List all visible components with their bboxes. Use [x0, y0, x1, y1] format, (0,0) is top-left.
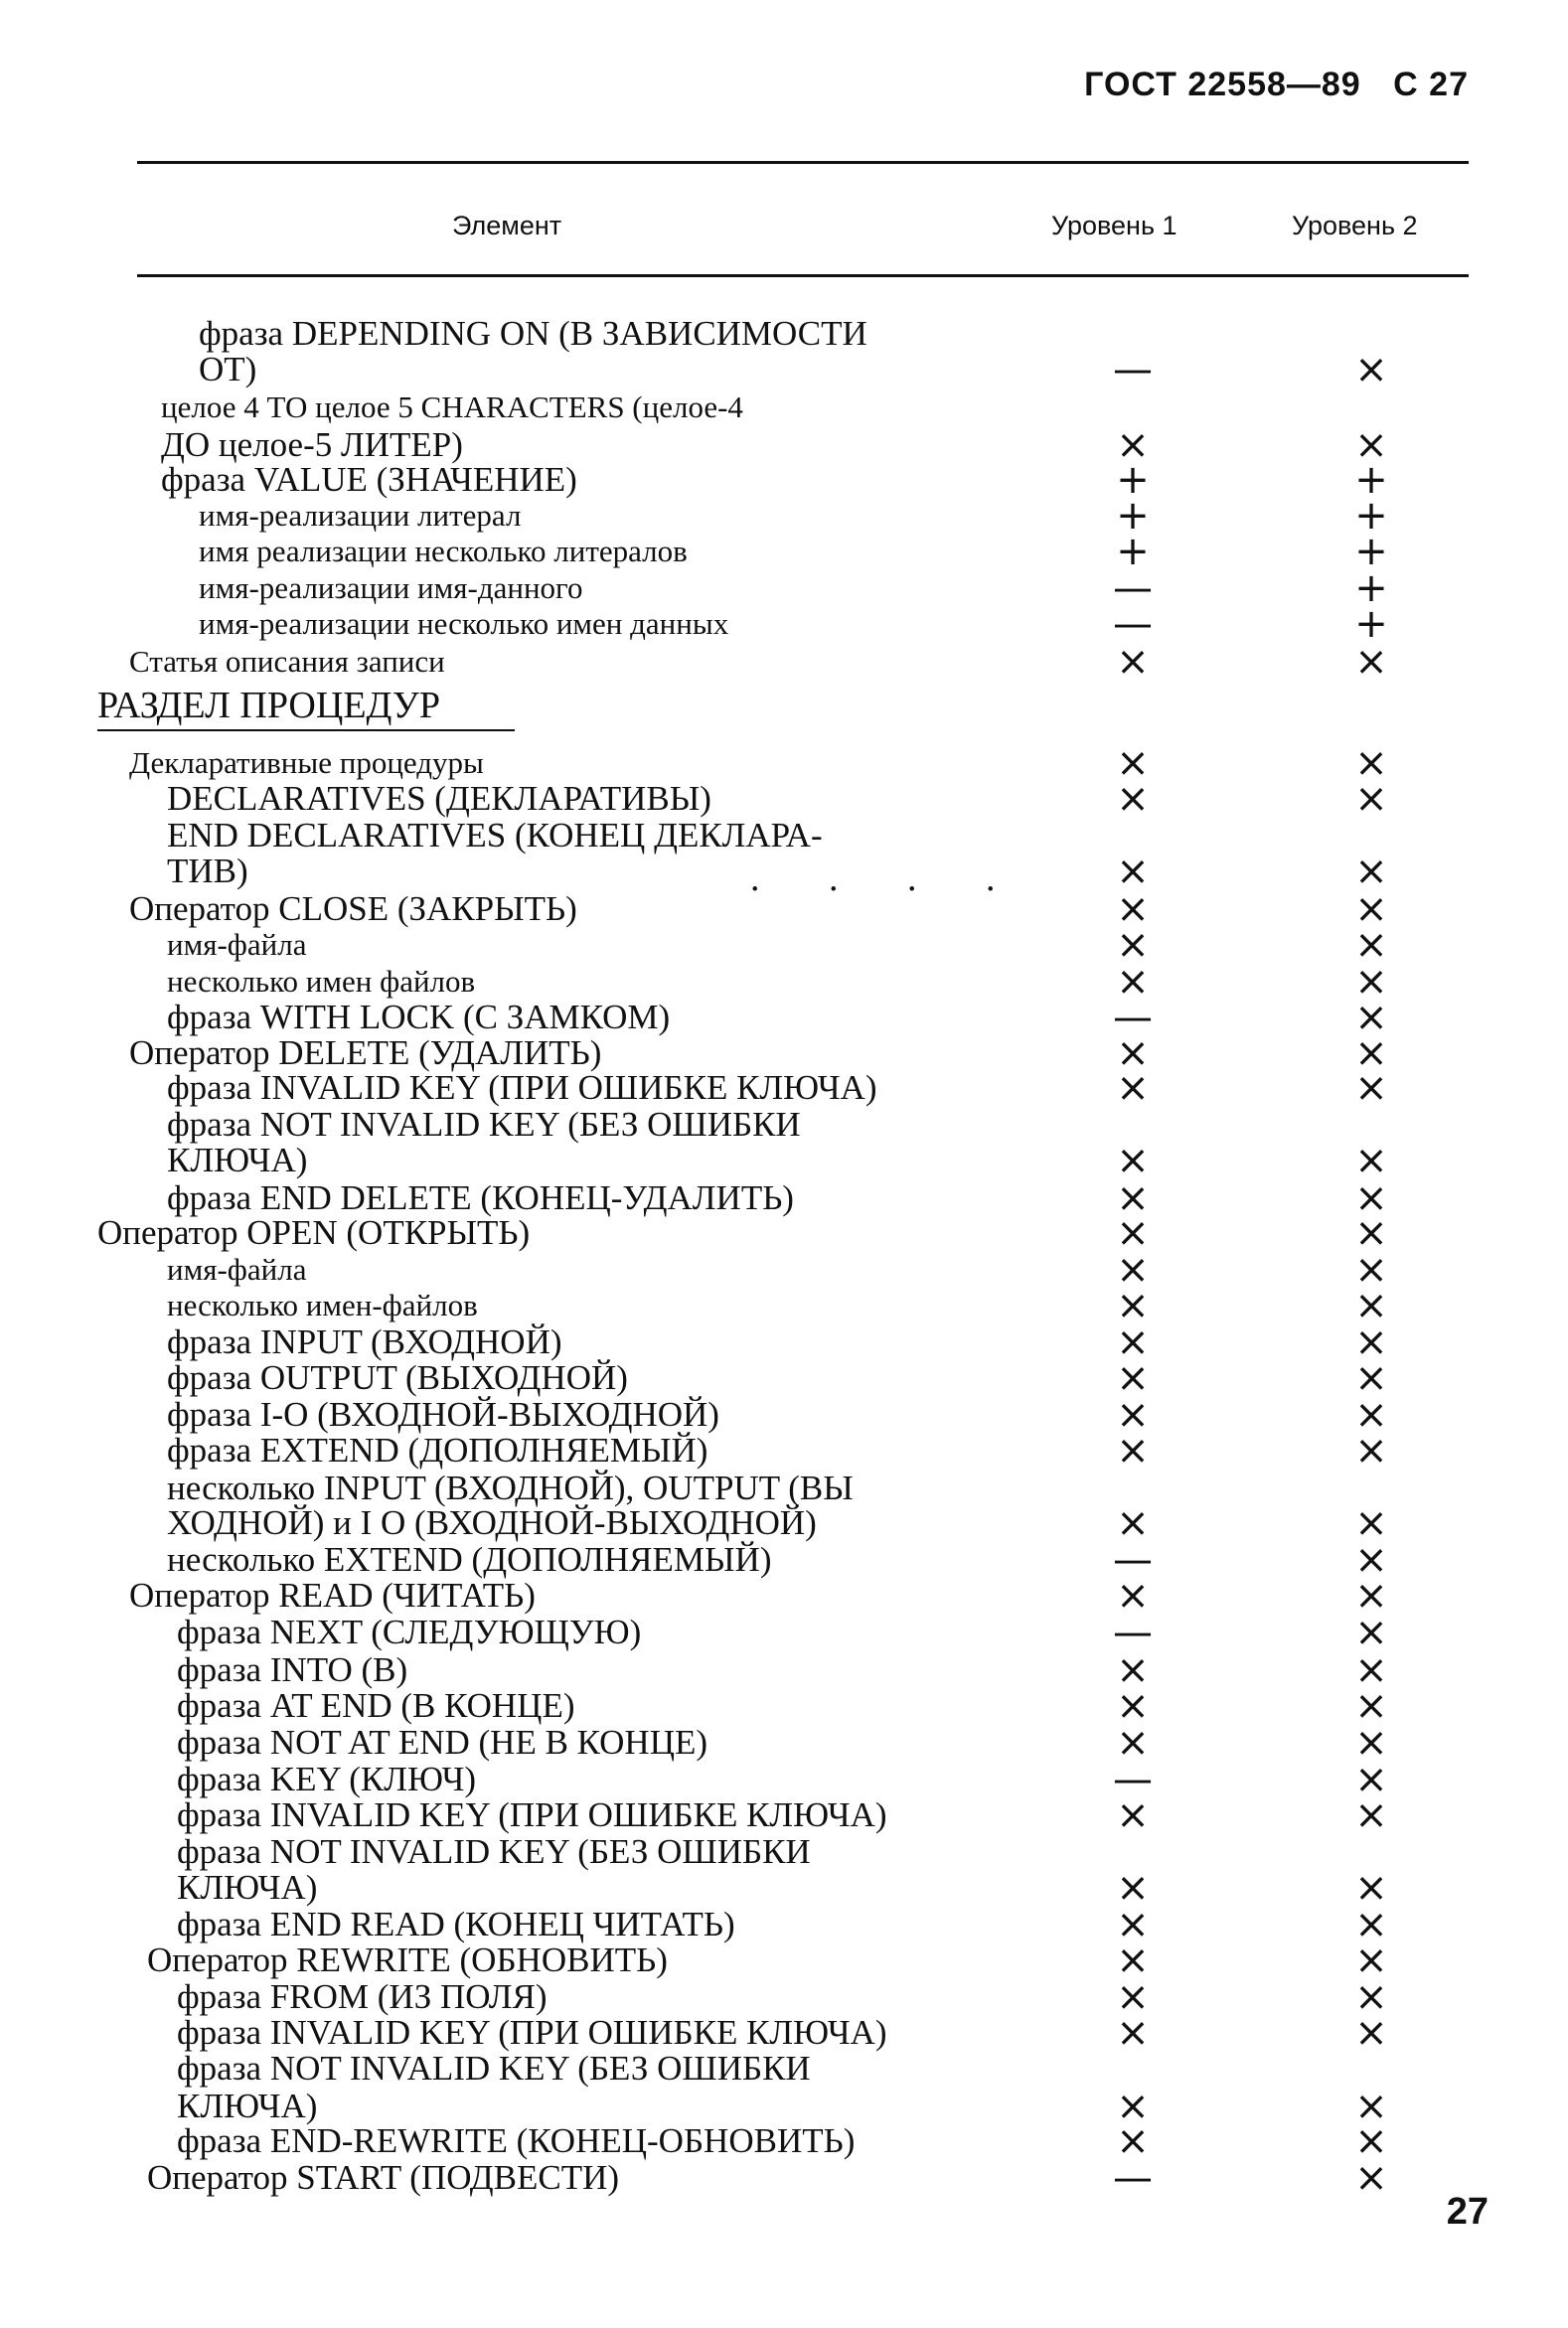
- level1-mark: ×: [1116, 1573, 1150, 1619]
- section-title: РАЗДЕЛ ПРОЦЕДУР: [97, 686, 515, 731]
- element-text: фраза FROM (ИЗ ПОЛЯ): [177, 1977, 548, 2016]
- table-row: [0, 1683, 1568, 1729]
- level2-mark: ×: [1354, 1428, 1388, 1474]
- table-row: [0, 1902, 1568, 1947]
- level1-mark: ×: [1116, 1392, 1150, 1438]
- element-text: фраза END DELETE (КОНЕЦ-УДАЛИТЬ): [167, 1178, 794, 1217]
- level1-mark: ×: [1116, 1792, 1150, 1838]
- header-page-label: С 27: [1393, 66, 1469, 103]
- element-text: имя реализации несколько литералов: [199, 534, 688, 568]
- level1-mark: —: [1113, 995, 1153, 1040]
- table-row: [0, 565, 1568, 611]
- element-text: Оператор CLOSE (ЗАКРЫТЬ): [129, 889, 577, 928]
- element-text: имя-реализации имя-данного: [199, 570, 583, 605]
- page-header: [1062, 66, 1469, 104]
- element-text: Оператор REWRITE (ОБНОВИТЬ): [147, 1940, 668, 1979]
- column-header-element: Элемент: [452, 211, 562, 240]
- level2-mark: ×: [1354, 1610, 1388, 1655]
- table-row: [0, 1065, 1568, 1111]
- table-row: [0, 1720, 1568, 1766]
- level1-mark: ×: [1116, 639, 1150, 685]
- table-row: [0, 1210, 1568, 1256]
- element-text: фраза OUTPUT (ВЫХОДНОЙ): [167, 1358, 628, 1397]
- level1-mark: ×: [1116, 1030, 1150, 1076]
- table-row: [0, 1757, 1568, 1802]
- element-text: фраза INTO (В): [177, 1650, 408, 1689]
- element-text: фраза NOT INVALID KEY (БЕЗ ОШИБКИ: [177, 2049, 811, 2088]
- level2-mark: ×: [1354, 1938, 1388, 1983]
- table-row: [0, 457, 1568, 503]
- level2-mark: ×: [1354, 740, 1388, 786]
- table-row: [0, 529, 1568, 574]
- table-row: [0, 1247, 1568, 1293]
- level1-mark: ×: [1116, 1319, 1150, 1365]
- level2-mark: ×: [1354, 1175, 1388, 1221]
- table-row: [0, 959, 1568, 1005]
- level1-mark: —: [1113, 1610, 1153, 1655]
- table-row: [0, 347, 1568, 392]
- element-text: фраза VALUE (ЗНАЧЕНИЕ): [161, 460, 577, 499]
- level2-mark: ×: [1354, 1500, 1388, 1546]
- table-row: [0, 1355, 1568, 1401]
- table-row: [0, 422, 1568, 468]
- level2-mark: ×: [1354, 347, 1388, 392]
- level2-mark: ×: [1354, 2155, 1388, 2201]
- top-rule: [137, 161, 1469, 164]
- level2-mark: ×: [1354, 1757, 1388, 1802]
- level1-mark: ×: [1116, 1283, 1150, 1328]
- element-text: фраза END READ (КОНЕЦ ЧИТАТЬ): [177, 1905, 735, 1943]
- level2-mark: ×: [1354, 2010, 1388, 2056]
- element-text: Оператор DELETE (УДАЛИТЬ): [129, 1033, 602, 1072]
- level1-mark: ×: [1116, 1974, 1150, 2020]
- table-row: [0, 2084, 1568, 2129]
- element-text: Оператор READ (ЧИТАТЬ): [129, 1576, 536, 1615]
- level2-mark: ×: [1354, 422, 1388, 468]
- element-text: фраза KEY (КЛЮЧ): [177, 1760, 476, 1798]
- table-row: [0, 316, 1568, 352]
- table-row: [0, 493, 1568, 539]
- element-text: КЛЮЧА): [177, 2087, 318, 2125]
- element-text: DECLARATIVES (ДЕКЛАРАТИВЫ): [167, 779, 711, 818]
- table-row: [0, 1573, 1568, 1619]
- level1-mark: ×: [1116, 740, 1150, 786]
- table-row: [0, 1610, 1568, 1655]
- level2-mark: ×: [1354, 1792, 1388, 1838]
- element-text: несколько EXTEND (ДОПОЛНЯЕМЫЙ): [167, 1540, 772, 1579]
- element-text: несколько имен файлов: [167, 964, 476, 999]
- element-text: фраза I-O (ВХОДНОЙ-ВЫХОДНОЙ): [167, 1395, 719, 1434]
- level1-mark: ×: [1116, 1683, 1150, 1729]
- table-row: [0, 1792, 1568, 1838]
- element-text: END DECLARATIVES (КОНЕЦ ДЕКЛАРА-: [167, 816, 823, 854]
- table-row: [0, 740, 1568, 786]
- table-row: [0, 2118, 1568, 2164]
- table-row: [0, 601, 1568, 647]
- level1-mark: ×: [1116, 1210, 1150, 1256]
- level1-mark: —: [1113, 347, 1153, 392]
- level2-mark: ×: [1354, 1537, 1388, 1583]
- table-row: [0, 639, 1568, 685]
- level1-mark: ×: [1116, 1865, 1150, 1911]
- element-text: фраза INVALID KEY (ПРИ ОШИБКЕ КЛЮЧА): [177, 1795, 887, 1834]
- level2-mark: ×: [1354, 1902, 1388, 1947]
- level2-mark: ×: [1354, 2118, 1388, 2164]
- element-text: фраза EXTEND (ДОПОЛНЯЕМЫЙ): [167, 1431, 708, 1470]
- level2-mark: ×: [1354, 1974, 1388, 2020]
- level2-mark: +: [1354, 457, 1388, 503]
- level2-mark: +: [1354, 565, 1388, 611]
- table-row: [0, 1834, 1568, 1870]
- element-text: фраза WITH LOCK (С ЗАМКОМ): [167, 998, 671, 1036]
- column-header-level1: Уровень 1: [1051, 211, 1177, 240]
- element-text: целое 4 ТО целое 5 CHARACTERS (целое-4: [161, 389, 743, 424]
- table-row: [0, 1392, 1568, 1438]
- table-row: [0, 922, 1568, 968]
- level1-mark: ×: [1116, 1355, 1150, 1401]
- table-row: [0, 1107, 1568, 1143]
- level2-mark: ×: [1354, 849, 1388, 894]
- table-row: [0, 1647, 1568, 1693]
- table-row: [0, 1283, 1568, 1328]
- level2-mark: ×: [1354, 776, 1388, 822]
- level1-mark: ×: [1116, 776, 1150, 822]
- level1-mark: ×: [1116, 1647, 1150, 1693]
- level2-mark: ×: [1354, 995, 1388, 1040]
- standard-code: ГОСТ 22558—89: [1084, 66, 1361, 103]
- element-text: имя-файла: [167, 1252, 307, 1287]
- level2-mark: +: [1354, 493, 1388, 539]
- level1-mark: +: [1116, 457, 1150, 503]
- level2-mark: ×: [1354, 1138, 1388, 1183]
- element-text: Оператор START (ПОДВЕСТИ): [147, 2158, 620, 2197]
- element-text: фраза INVALID KEY (ПРИ ОШИБКЕ КЛЮЧА): [167, 1068, 877, 1107]
- element-text: ТИВ): [167, 852, 248, 890]
- level1-mark: —: [1113, 1537, 1153, 1583]
- table-row: [0, 1500, 1568, 1546]
- level1-mark: —: [1113, 601, 1153, 647]
- level1-mark: ×: [1116, 1065, 1150, 1111]
- table-row: [0, 1865, 1568, 1911]
- level1-mark: —: [1113, 2155, 1153, 2201]
- table-row: [0, 1471, 1568, 1506]
- level1-mark: —: [1113, 565, 1153, 611]
- header-bottom-rule: [137, 274, 1469, 277]
- level2-mark: ×: [1354, 1392, 1388, 1438]
- level1-mark: ×: [1116, 1938, 1150, 1983]
- table-row: [0, 1537, 1568, 1583]
- element-text: Статья описания записи: [129, 644, 445, 679]
- level2-mark: ×: [1354, 1355, 1388, 1401]
- element-text: ДО целое-5 ЛИТЕР): [161, 425, 463, 464]
- page-number: 27: [1446, 2191, 1489, 2233]
- level2-mark: ×: [1354, 1247, 1388, 1293]
- table-row: [0, 1428, 1568, 1474]
- level1-mark: ×: [1116, 1902, 1150, 1947]
- level1-mark: ×: [1116, 2010, 1150, 2056]
- element-text: Оператор OPEN (ОТКРЫТЬ): [97, 1213, 531, 1252]
- element-text: фраза NOT INVALID KEY (БЕЗ ОШИБКИ: [177, 1832, 811, 1871]
- level1-mark: +: [1116, 529, 1150, 574]
- element-text: фраза END-REWRITE (КОНЕЦ-ОБНОВИТЬ): [177, 2121, 856, 2160]
- level1-mark: ×: [1116, 1500, 1150, 1546]
- level2-mark: ×: [1354, 639, 1388, 685]
- level2-mark: ×: [1354, 959, 1388, 1005]
- element-text: Декларативные процедуры: [129, 745, 484, 780]
- level1-mark: ×: [1116, 2118, 1150, 2164]
- level1-mark: ×: [1116, 2084, 1150, 2129]
- element-text: несколько INPUT (ВХОДНОЙ), OUTPUT (ВЫ: [167, 1469, 854, 1507]
- table-row: [0, 2155, 1568, 2201]
- table-row: [0, 389, 1568, 425]
- table-row: [0, 1175, 1568, 1221]
- level2-mark: ×: [1354, 1210, 1388, 1256]
- element-text: фраза INPUT (ВХОДНОЙ): [167, 1322, 562, 1361]
- level1-mark: ×: [1116, 1175, 1150, 1221]
- element-text: фраза INVALID KEY (ПРИ ОШИБКЕ КЛЮЧА): [177, 2013, 887, 2052]
- level2-mark: +: [1354, 529, 1388, 574]
- level2-mark: ×: [1354, 922, 1388, 968]
- element-text: фраза DEPENDING ON (В ЗАВИСИМОСТИ: [199, 314, 867, 353]
- level2-mark: ×: [1354, 1283, 1388, 1328]
- level1-mark: ×: [1116, 1428, 1150, 1474]
- leader-dots: . . . .: [750, 857, 1025, 899]
- level2-mark: ×: [1354, 1647, 1388, 1693]
- level2-mark: ×: [1354, 1319, 1388, 1365]
- element-text: несколько имен-файлов: [167, 1288, 478, 1322]
- element-text: фраза NOT AT END (НЕ В КОНЦЕ): [177, 1723, 708, 1762]
- element-text: имя-реализации несколько имен данных: [199, 606, 729, 641]
- level1-mark: ×: [1116, 922, 1150, 968]
- level1-mark: +: [1116, 493, 1150, 539]
- level1-mark: ×: [1116, 1138, 1150, 1183]
- level2-mark: ×: [1354, 1865, 1388, 1911]
- element-text: ХОДНОЙ) и I O (ВХОДНОЙ-ВЫХОДНОЙ): [167, 1503, 817, 1542]
- level2-mark: ×: [1354, 1683, 1388, 1729]
- table-row: [0, 1319, 1568, 1365]
- level1-mark: ×: [1116, 422, 1150, 468]
- table-row: [0, 2051, 1568, 2087]
- element-text: КЛЮЧА): [167, 1141, 308, 1179]
- table-row: [0, 1030, 1568, 1076]
- element-text: имя-реализации литерал: [199, 498, 522, 533]
- table-row: [0, 1974, 1568, 2020]
- level2-mark: ×: [1354, 1065, 1388, 1111]
- table-row: [0, 1938, 1568, 1983]
- level2-mark: ×: [1354, 886, 1388, 932]
- table-row: [0, 776, 1568, 822]
- table-row: [0, 2010, 1568, 2056]
- element-text: ОТ): [199, 350, 257, 388]
- level1-mark: ×: [1116, 1720, 1150, 1766]
- level2-mark: +: [1354, 601, 1388, 647]
- level1-mark: ×: [1116, 886, 1150, 932]
- table-row: [0, 1138, 1568, 1183]
- element-text: фраза NOT INVALID KEY (БЕЗ ОШИБКИ: [167, 1105, 801, 1144]
- level2-mark: ×: [1354, 1720, 1388, 1766]
- table-row: [0, 818, 1568, 854]
- element-text: имя-файла: [167, 927, 307, 962]
- column-header-level2: Уровень 2: [1292, 211, 1418, 240]
- level1-mark: ×: [1116, 959, 1150, 1005]
- level2-mark: ×: [1354, 2084, 1388, 2129]
- element-text: фраза AT END (В КОНЦЕ): [177, 1686, 575, 1725]
- level2-mark: ×: [1354, 1573, 1388, 1619]
- level2-mark: ×: [1354, 1030, 1388, 1076]
- level1-mark: ×: [1116, 849, 1150, 894]
- element-text: фраза NEXT (СЛЕДУЮЩУЮ): [177, 1613, 642, 1651]
- table-row: [0, 995, 1568, 1040]
- level1-mark: ×: [1116, 1247, 1150, 1293]
- level1-mark: —: [1113, 1757, 1153, 1802]
- element-text: КЛЮЧА): [177, 1868, 318, 1907]
